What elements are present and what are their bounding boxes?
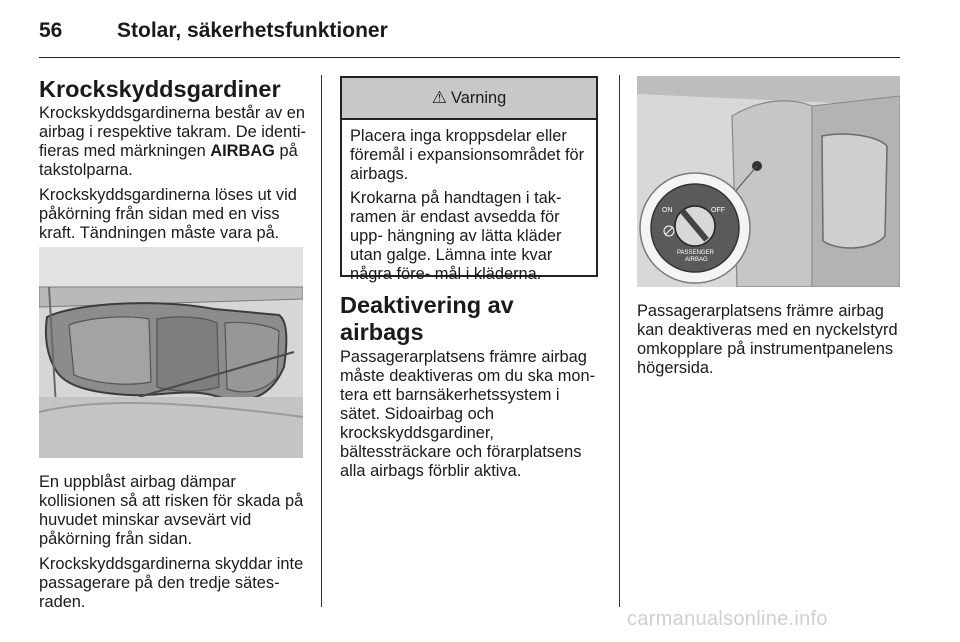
section-heading-deactivation: Deaktivering av airbags xyxy=(340,292,514,345)
warning-triangle-icon: ⚠ xyxy=(431,88,447,107)
switch-passenger-label: PASSENGER xyxy=(677,250,714,256)
column-1-bottom xyxy=(39,473,309,618)
paragraph-deactivation: Passagerarplatsens främre airbag måste deaktiveras om du ska mon- tera ett barnsäkerhetssystem i sätet. Sidoairbag och krockskyddsgardiner, bältessträckare och förarplatsens alla airbags förblir aktiva. xyxy=(340,348,596,480)
header-rule xyxy=(39,57,900,58)
column-2 xyxy=(340,292,602,487)
column-1-top xyxy=(39,76,309,249)
watermark: carmanualsonline.info xyxy=(627,608,828,630)
paragraph-curtain-intro: Krockskyddsgardinerna består av en airbag i respektive takram. De identi- fieras med märkningen AIRBAG på takstolparna. xyxy=(39,104,306,179)
warning-title: Varning xyxy=(450,88,507,107)
warning-header xyxy=(342,78,596,120)
paragraph-inflated-airbag: En uppblåst airbag dämpar kollisionen så att risken för skada på huvudet minskar avsevärt vid påkörning från sidan. xyxy=(39,473,304,548)
column-3 xyxy=(637,302,902,384)
curtain-airbag-illustration xyxy=(39,247,303,458)
switch-airbag-label: AIRBAG xyxy=(685,257,708,263)
paragraph-third-row: Krockskyddsgardinerna skyddar inte passagerare på den tredje sätes- raden. xyxy=(39,555,304,611)
warning-box xyxy=(340,76,598,283)
paragraph-curtain-deploy: Krockskyddsgardinerna löses ut vid påkörning från sidan med en viss kraft. Tändningen måste vara på. xyxy=(39,186,297,242)
airbag-marking: AIRBAG xyxy=(210,142,275,160)
page-header-title: Stolar, säkerhetsfunktioner xyxy=(117,19,388,42)
column-divider-left xyxy=(321,75,322,607)
warning-paragraph-1: Placera inga kroppsdelar eller föremål i expansionsområdet för airbags. xyxy=(350,127,585,183)
paragraph-switch-caption: Passagerarplatsens främre airbag kan deaktiveras med en nyckelstyrd omkopplare på instrumentpanelens högersida. xyxy=(637,302,898,377)
column-divider-right xyxy=(619,75,620,607)
switch-off-label: OFF xyxy=(711,207,725,214)
airbag-switch-illustration xyxy=(637,76,900,287)
section-heading-curtain-airbags: Krockskyddsgardiner xyxy=(39,76,281,102)
warning-body xyxy=(342,120,596,284)
switch-on-label: ON xyxy=(662,207,673,214)
warning-paragraph-2: Krokarna på handtagen i tak- ramen är endast avsedda för upp- hängning av lätta kläder utan galge. Lämna inte kvar några före- mål i kläderna. xyxy=(350,189,562,283)
page-number: 56 xyxy=(39,19,63,42)
